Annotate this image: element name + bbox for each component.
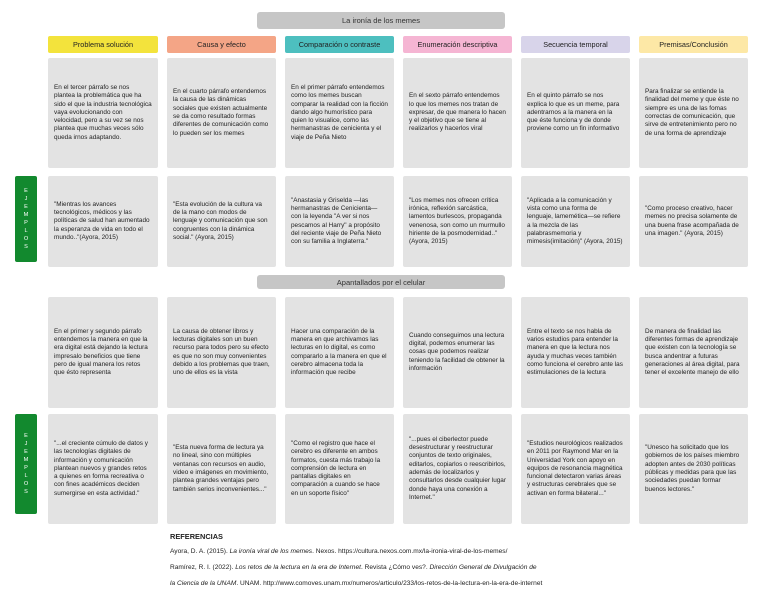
cell-r2-premisas: "Como proceso creativo, hacer memes no precisa solamente de una buena frase acompañada de una imagen." (Ayora, 2015) (639, 176, 748, 267)
header-comparacion (285, 36, 394, 53)
cell-r4-secuencia: "Estudios neurológicos realizados en 2011 por Raymond Mar en la Universidad York con apoyo en equipos de resonancia magnética funcional detectaron varias áreas y estructuras cerebrales que se activan en forma bilateral..." (521, 414, 630, 524)
header-label: Secuencia temporal (543, 40, 608, 49)
header-label: Enumeración descriptiva (417, 40, 498, 49)
cell-r4-premisas: "Unesco ha solicitado que los gobiernos de los países miembro adopten antes de 2030 políticas públicas y medidas para que las sociedades puedan formar buenos lectores." (639, 414, 748, 524)
header-causa-efecto (167, 36, 276, 53)
references-section (170, 532, 750, 612)
header-enumeracion (403, 36, 512, 53)
header-label: Problema solución (72, 40, 134, 49)
header-label: Causa y efecto (197, 40, 246, 49)
header-label: Comparación o contraste (298, 40, 381, 49)
header-problema-solucion (48, 36, 158, 53)
cell-r1-problema: En el tercer párrafo se nos plantea la problemática que ha sido el que la industria tecnológica vaya evolucionando con velocidad, pero a su vez se nos plantea que muchas veces sólo queda irnos adaptando. (48, 58, 158, 168)
cell-r4-causa: "Esta nueva forma de lectura ya no lineal, sino con múltiples ventanas con recursos en audio, video e imágenes en movimiento, plantea grandes ventajas pero también serios inconvenientes..." (167, 414, 276, 524)
reference-2-continued: la Ciencia de la UNAM. UNAM. http://www.comoves.unam.mx/numeros/articulo/233/los-retos-de-la-lectura-en-la-era-de-internet (170, 580, 543, 587)
cell-r1-enumeracion: En el sexto párrafo entendemos lo que los memes nos tratan de expresar, de que manera lo hacen y el objetivo que se tiene al realizarlos y hacerlos viral (403, 58, 512, 168)
cell-r3-secuencia: Entre el texto se nos habla de varios estudios para entender la manera en que la lectura nos ayuda y muchas veces también como funciona el cerebro ante las estimulaciones de la lectura (521, 297, 630, 408)
reference-1: Ayora, D. A. (2015). La ironía viral de los memes. Nexos. https://cultura.nexos.com.mx/la-ironia-viral-de-los-memes/ (170, 548, 508, 555)
cell-r2-secuencia: "Aplicada a la comunicación y vista como una forma de lenguaje, lamemética—se refiere a la mezcla de las palabrasmemoria y mimesis(imitación)" (Ayora, 2015) (521, 176, 630, 267)
cell-r2-problema: "Mientras los avances tecnológicos, médicos y las políticas de salud han aumentado la esperanza de vida en todo el mundo.."(Ayora, 2015) (48, 176, 158, 267)
cell-r3-enumeracion: Cuando conseguimos una lectura digital, podemos enumerar las cosas que podemos realizar teniendo la facilidad de obtener la información (403, 297, 512, 408)
cell-r1-causa: En el cuarto párrafo entendemos la causa de las dinámicas sociales que existen actualmente se da como resultado formas diferentes de comunicación como lo pueden ser los memes (167, 58, 276, 168)
references-heading: REFERENCIAS (170, 532, 223, 541)
cell-r1-secuencia: En el quinto párrafo se nos explica lo que es un meme, para adentrarnos a la manera en la que éste funciona y de donde proviene como un fin informativo (521, 58, 630, 168)
main-title: La ironía de los memes (257, 12, 505, 29)
cell-r2-enumeracion: "Los memes nos ofrecen crítica irónica, reflexión sarcástica, lamentos burlescos, propaganda venenosa, son como un murmullo hiriente de la posmodernidad.." (Ayora, 2015) (403, 176, 512, 267)
cell-r3-causa: La causa de obtener libros y lecturas digitales son un buen recurso para todos pero su efecto es que no son muy convenientes debido a los problemas que traen, uno de ellos es la vista (167, 297, 276, 408)
section-subtitle: Apantallados por el celular (257, 275, 505, 289)
cell-r3-comparacion: Hacer una comparación de la manera en que archivamos las lecturas en lo digital, es como compararlo a la manera en que el cerebro almacena toda la información que recibe (285, 297, 394, 408)
cell-r4-comparacion: "Como el registro que hace el cerebro es diferente en ambos formatos, cuesta más trabajo la comprensión de lectura en pantallas digitales en comparación a cuando se hace en un soporte físico" (285, 414, 394, 524)
side-label-ejemplos-2: EJEMPLOS (15, 414, 37, 514)
header-secuencia (521, 36, 630, 53)
cell-r4-enumeracion: "...pues el ciberlector puede desestructurar y reestructurar conjuntos de texto originales, editarlos, copiarlos o reescribirlos, además de localizarlos y consultarlos desde cualquier lugar donde haya una conexión a Internet." (403, 414, 512, 524)
cell-r4-problema: "...el creciente cúmulo de datos y las tecnologías digitales de información y comunicación plantean nuevos y grandes retos a quienes en forma recreativa o con fines académicos deciden sumergirse en esta actividad." (48, 414, 158, 524)
cell-r1-premisas: Para finalizar se entiende la finalidad del meme y que éste no siempre es una de las fomas correctas de comunicación, que sirve de entretenimiento pero no de una forma de aprendizaje (639, 58, 748, 168)
cell-r1-comparacion: En el primer párrafo entendemos como los memes buscan comparar la realidad con la ficción dando algo humorístico para quien lo visualice, como las hermanastras de cenicienta y el viaje de Peña Nieto (285, 58, 394, 168)
cell-r2-comparacion: "Anastasia y Griselda —las hermanastras de Cenicienta— con la leyenda "A ver si nos pescamos al Harry" a propósito del reciente viaje de Peña Nieto con su familia a Inglaterra." (285, 176, 394, 267)
header-premisas (639, 36, 748, 53)
side-label-ejemplos: EJEMPLOS (15, 176, 37, 262)
cell-r2-causa: "Esta evolución de la cultura va de la mano con modos de lenguaje y comunicación que son congruentes con la dinámica social." (Ayora, 2015) (167, 176, 276, 267)
reference-2: Ramírez, R. I. (2022). Los retos de la lectura en la era de Internet. Revista ¿Cómo ves?. Dirección General de Divulgación de (170, 564, 537, 571)
header-label: Premisas/Conclusión (659, 40, 728, 49)
cell-r3-premisas: De manera de finalidad las diferentes formas de aprendizaje que existen con la tecnología se busca andentrar a futuras generaciones al área digital, para tener el excelente manejo de ello (639, 297, 748, 408)
cell-r3-problema: En el primer y segundo párrafo entendemos la manera en que la era digital está dejando la lectura impresalo beneficios que tiene pero de igual manera los retos que ésto representa (48, 297, 158, 408)
